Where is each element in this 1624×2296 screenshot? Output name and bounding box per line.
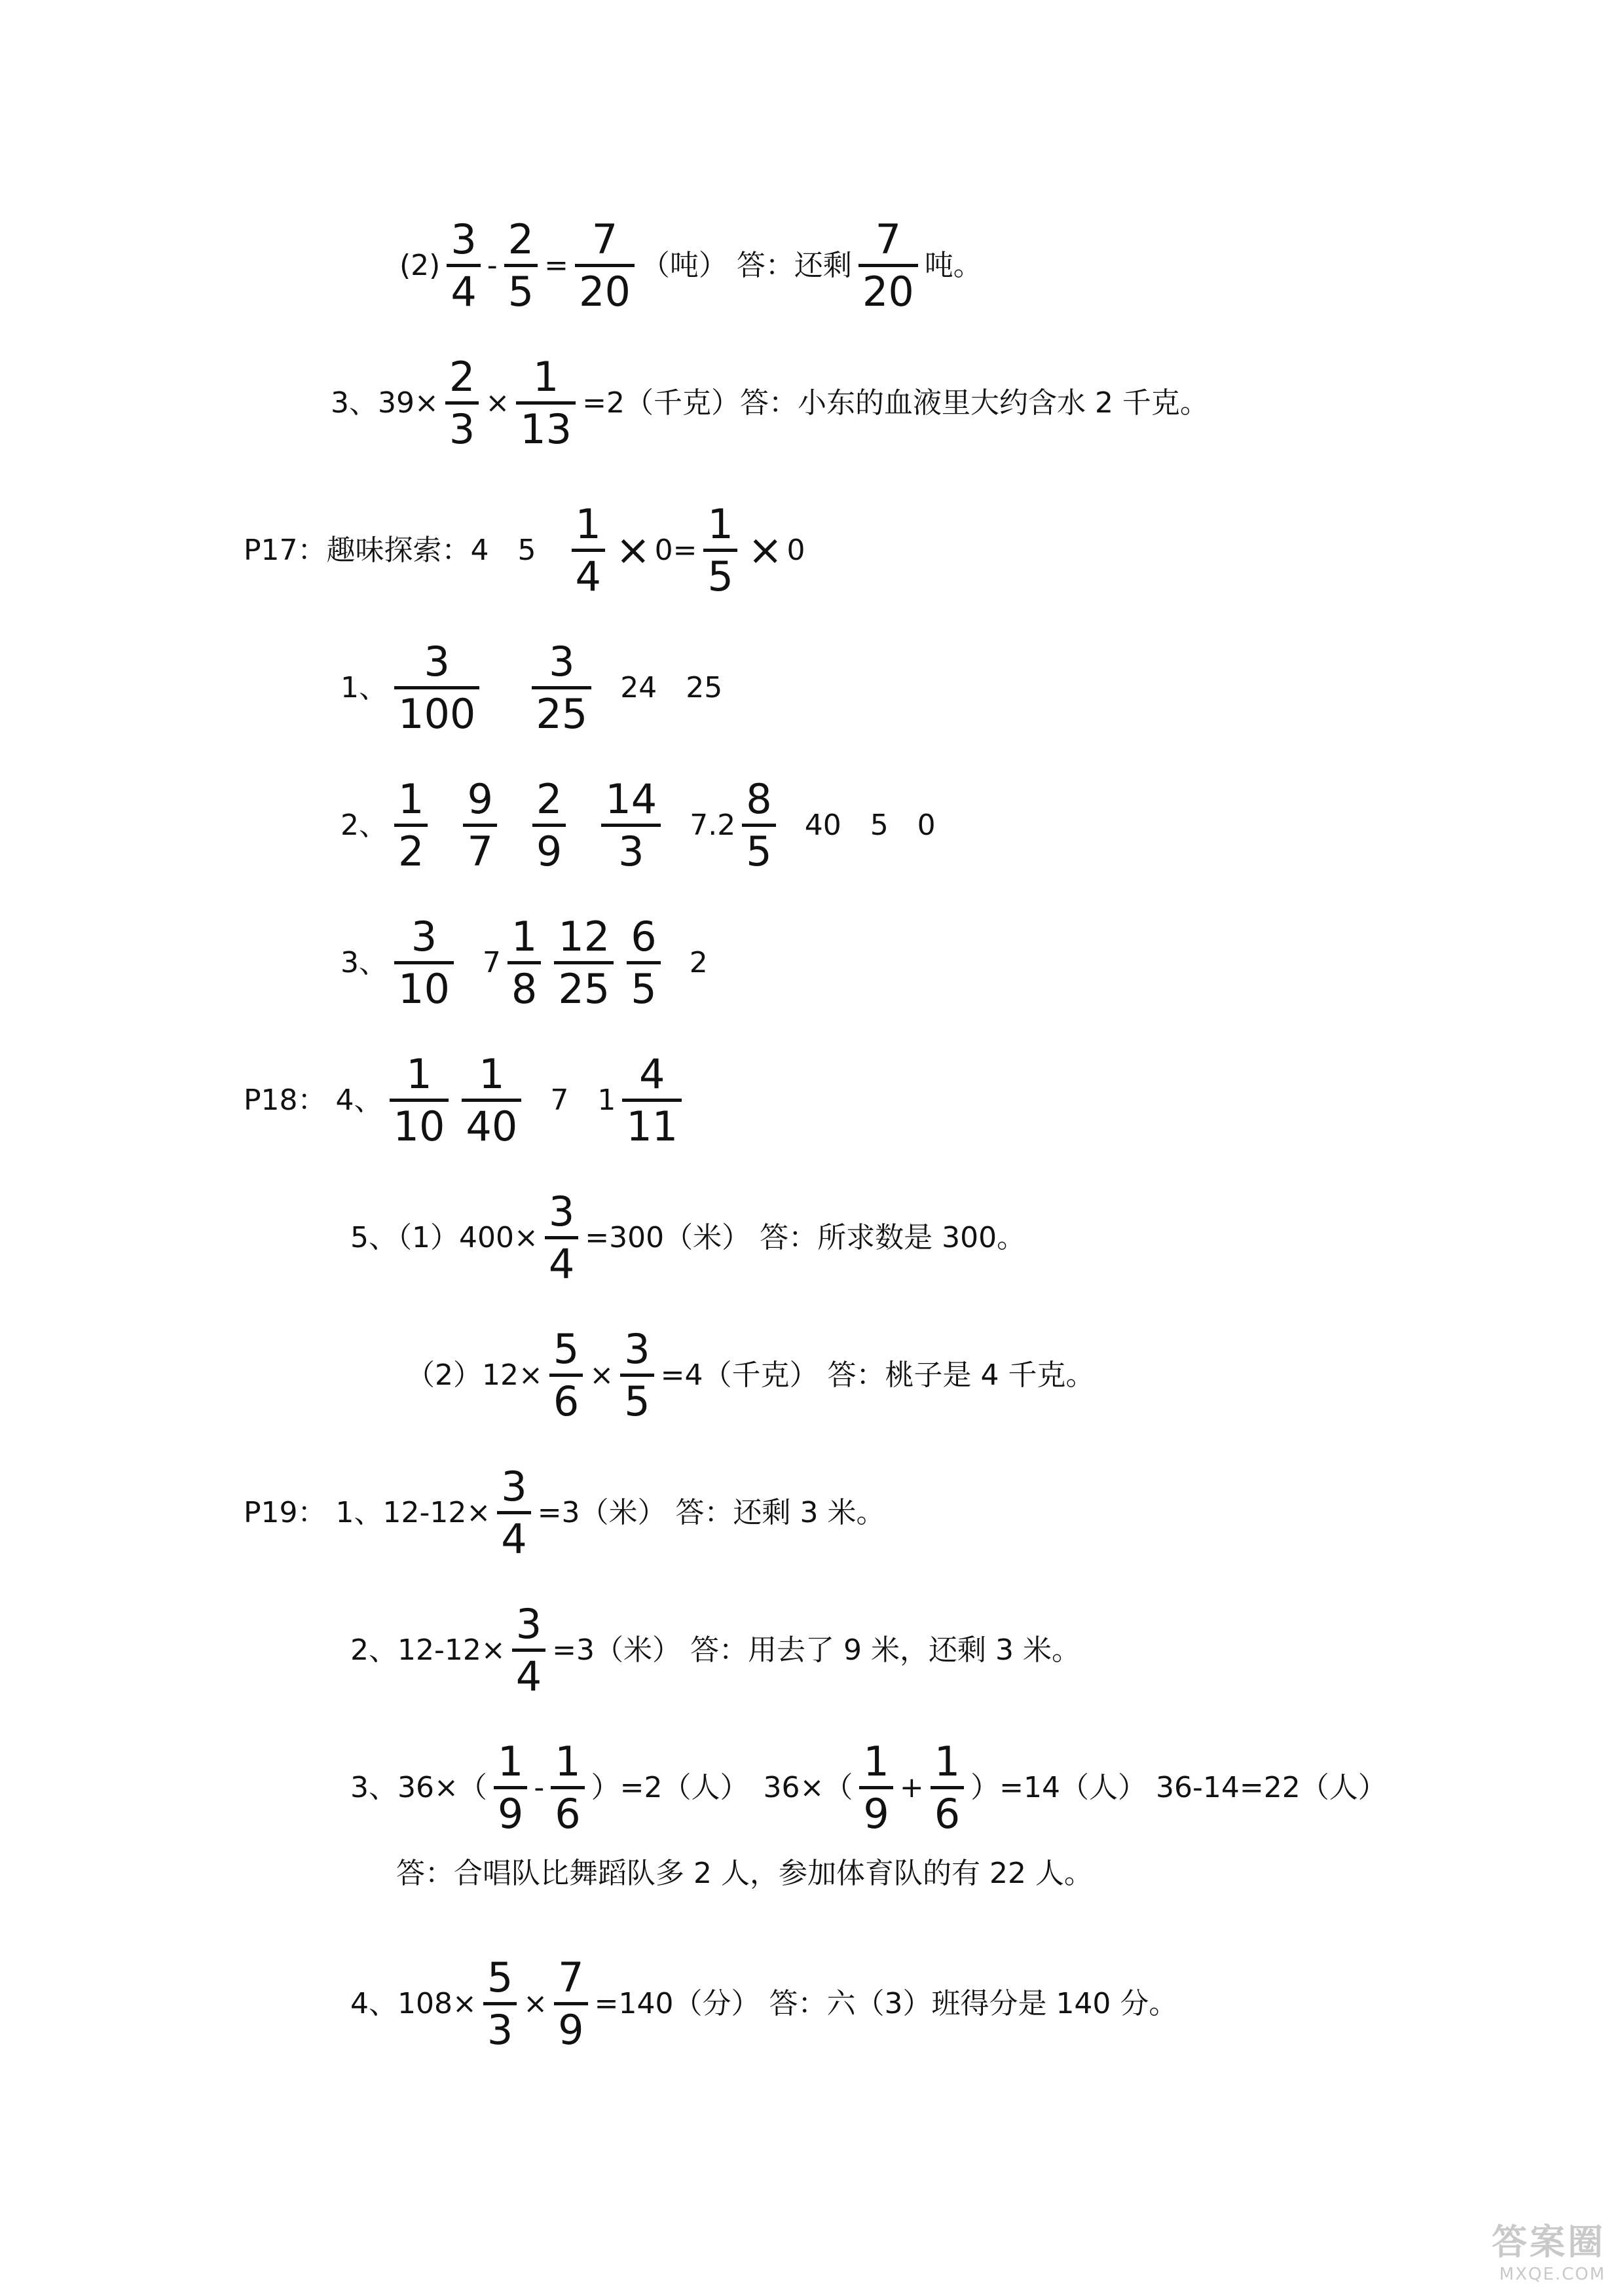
answer-text: =4（千克） 答：桃子是 4 千克。 [660,1358,1095,1392]
fraction [462,1051,521,1150]
fraction-numerator: 12 [558,913,610,960]
fraction-numerator: 1 [532,353,559,401]
answer-text: 3、 [341,945,388,979]
fraction-bar [390,1099,449,1102]
answer-line [244,501,805,600]
fraction-numerator: 1 [555,1738,581,1785]
answer-text: × [523,1986,548,2020]
fraction-numerator: 14 [605,775,657,823]
answer-text: × [485,386,510,420]
fraction [549,1326,583,1425]
fraction-denominator: 5 [507,268,534,316]
fraction [394,776,428,875]
fraction-numerator: 4 [639,1050,665,1098]
fraction-numerator: 8 [746,775,772,823]
fraction-numerator: 3 [501,1463,527,1510]
fraction [572,501,605,600]
answer-line [350,1188,1025,1288]
fraction [494,1738,527,1838]
answer-text: 答：合唱队比舞蹈队多 2 人，参加体育队的有 22 人。 [396,1857,1093,1890]
answer-text: P18： 4、 [244,1083,383,1117]
answer-text: × [589,1358,614,1392]
fraction-denominator: 9 [497,1790,524,1838]
fraction-denominator: 7 [467,828,493,876]
fraction-numerator: 2 [449,353,475,401]
answer-text: (2) [399,248,441,282]
fraction [497,1463,530,1563]
fraction-bar [507,961,541,964]
fraction [394,913,454,1013]
answer-text: =300（米） 答：所求数是 300。 [585,1220,1026,1254]
fraction [483,1954,517,2054]
answer-line [244,1463,885,1563]
fraction-bar [620,1374,654,1377]
answer-text: 7.2 [690,808,736,842]
answer-line [350,1601,1080,1700]
multiply-sign: × [615,526,651,575]
answer-text: 2、12-12× [350,1633,506,1667]
fraction-bar [627,961,660,964]
fraction-denominator: 5 [631,965,657,1013]
answer-line [399,216,982,316]
fraction-denominator: 3 [449,405,475,454]
fraction-numerator: 1 [707,500,733,548]
fraction-denominator: 9 [863,1790,889,1838]
fraction-bar [549,1374,583,1377]
fraction [859,1738,893,1838]
fraction [703,501,737,600]
fraction-denominator: 100 [398,690,476,738]
fraction-bar [394,686,479,689]
fraction-bar [512,1649,545,1652]
answer-text: （吨） 答：还剩 [640,248,852,282]
answer-text: 40 5 0 [804,808,936,842]
fraction-numerator: 3 [424,638,450,685]
answer-line [406,1326,1094,1425]
fraction [507,913,541,1013]
fraction-denominator: 10 [393,1102,445,1151]
fraction-denominator: 3 [618,828,644,876]
fraction-denominator: 3 [487,2006,513,2054]
fraction-numerator: 2 [536,775,563,823]
fraction-bar [622,1099,682,1102]
fraction-numerator: 9 [467,775,493,823]
fraction-denominator: 4 [515,1652,542,1701]
answer-text: 24 25 [620,670,723,704]
fraction-bar [445,401,479,405]
fraction-bar [483,2002,517,2005]
fraction-numerator: 7 [591,215,618,263]
answer-text: 2 [689,945,708,979]
fraction-bar [447,264,480,267]
fraction-numerator: 2 [507,215,534,263]
fraction-bar [858,264,918,267]
fraction-bar [494,1786,527,1789]
watermark-url: MXQE.COM [1499,2265,1606,2284]
fraction-bar [572,549,605,552]
fraction-numerator: 1 [511,913,538,960]
fraction-denominator: 4 [548,1240,575,1288]
answer-text: =3（米） 答：用去了 9 米，还剩 3 米。 [552,1633,1080,1667]
answer-text: 3、36×（ [350,1770,487,1804]
fraction-numerator: 7 [875,215,902,263]
answer-line [350,1954,1177,2054]
fraction-bar [516,401,576,405]
answer-text: - [534,1770,545,1804]
answer-line [341,638,722,738]
fraction-numerator: 1 [497,1738,524,1785]
fraction-denominator: 25 [536,690,588,738]
fraction-numerator: 3 [624,1325,650,1373]
fraction-numerator: 1 [406,1050,432,1098]
fraction-denominator: 11 [626,1102,678,1151]
fraction-bar [601,824,661,827]
answer-line [331,354,1209,453]
fraction-bar [394,961,454,964]
fraction [622,1051,682,1150]
fraction [575,216,635,316]
fraction-bar [497,1511,530,1514]
watermark-logo [1492,2214,1606,2284]
answer-text: 4、108× [350,1986,477,2020]
fraction-numerator: 3 [548,1188,575,1235]
fraction-bar [504,264,538,267]
answer-text: =140（分） 答：六（3）班得分是 140 分。 [594,1986,1178,2020]
answer-line [341,913,708,1013]
answer-line [396,1859,1093,1888]
fraction [504,216,538,316]
fraction-bar [931,1786,964,1789]
answer-text: （2）12× [406,1358,543,1392]
answer-line [350,1738,1387,1838]
multiply-sign: × [747,526,783,575]
fraction-bar [532,824,566,827]
answer-text: - [487,248,498,282]
fraction-denominator: 6 [553,1377,580,1426]
answer-text: ）=14（人） 36-14=22（人） [970,1770,1387,1804]
fraction-denominator: 6 [555,1790,581,1838]
answer-text: 2、 [341,808,388,842]
fraction-bar [462,1099,521,1102]
fraction [551,1738,584,1838]
answer-text: 吨。 [924,248,982,282]
fraction-denominator: 2 [398,828,424,876]
fraction-bar [551,1786,584,1789]
answer-text: P19： 1、12-12× [244,1495,491,1529]
fraction [554,1954,587,2054]
fraction-denominator: 8 [511,965,538,1013]
fraction-numerator: 1 [934,1738,961,1785]
fraction-denominator: 4 [575,553,601,601]
fraction [532,638,591,738]
fraction-denominator: 40 [466,1102,518,1151]
fraction-bar [545,1236,578,1239]
fraction [394,638,479,738]
answer-text: P17：趣味探索：4 5 [244,533,565,567]
fraction-denominator: 13 [520,405,572,454]
fraction-bar [742,824,775,827]
fraction-numerator: 7 [558,1954,584,2001]
fraction-denominator: 4 [451,268,477,316]
fraction-denominator: 20 [579,268,631,316]
fraction-denominator: 20 [862,268,914,316]
fraction-numerator: 3 [549,638,575,685]
fraction [463,776,496,875]
fraction [627,913,660,1013]
fraction [532,776,566,875]
fraction-denominator: 9 [558,2006,584,2054]
fraction [931,1738,964,1838]
fraction [742,776,775,875]
fraction-numerator: 1 [863,1738,889,1785]
fraction [858,216,918,316]
answer-text: 1、 [341,670,388,704]
fraction-bar [575,264,635,267]
fraction [390,1051,449,1150]
fraction [554,913,614,1013]
answer-text: + [899,1770,924,1804]
answer-line [244,1051,688,1150]
fraction-bar [532,686,591,689]
fraction-denominator: 9 [536,828,563,876]
fraction-bar [554,2002,587,2005]
fraction [601,776,661,875]
fraction-bar [703,549,737,552]
fraction [512,1601,545,1700]
fraction-numerator: 3 [411,913,437,960]
fraction-numerator: 1 [479,1050,505,1098]
watermark-text: 答案圈 [1492,2221,1606,2263]
fraction-bar [394,824,428,827]
fraction-denominator: 6 [934,1790,961,1838]
fraction-numerator: 6 [631,913,657,960]
fraction-numerator: 3 [515,1600,542,1648]
fraction [447,216,480,316]
fraction [445,354,479,453]
answer-text: 0 [786,533,805,567]
answer-text: 5、（1）400× [350,1220,538,1254]
fraction-denominator: 5 [707,553,733,601]
fraction-numerator: 5 [487,1954,513,2001]
fraction-denominator: 25 [558,965,610,1013]
fraction-numerator: 5 [553,1325,580,1373]
answer-text: = [544,248,568,282]
fraction-denominator: 5 [746,828,772,876]
answer-text: 7 1 [550,1083,616,1117]
fraction-denominator: 5 [624,1377,650,1426]
fraction-numerator: 3 [451,215,477,263]
fraction-denominator: 10 [398,965,450,1013]
answer-line [341,776,936,875]
answer-text: =2（千克）答：小东的血液里大约含水 2 千克。 [582,386,1209,420]
fraction [620,1326,654,1425]
fraction-bar [554,961,614,964]
answer-text: ）=2（人） 36×（ [591,1770,853,1804]
fraction-numerator: 1 [398,775,424,823]
answer-text: =3（米） 答：还剩 3 米。 [537,1495,885,1529]
fraction-numerator: 1 [575,500,601,548]
answer-text: 0= [654,533,697,567]
fraction-bar [859,1786,893,1789]
fraction [545,1188,578,1288]
answer-text: 3、39× [331,386,439,420]
answer-text: 7 [482,945,501,979]
fraction [516,354,576,453]
fraction-bar [463,824,496,827]
fraction-denominator: 4 [501,1515,527,1563]
